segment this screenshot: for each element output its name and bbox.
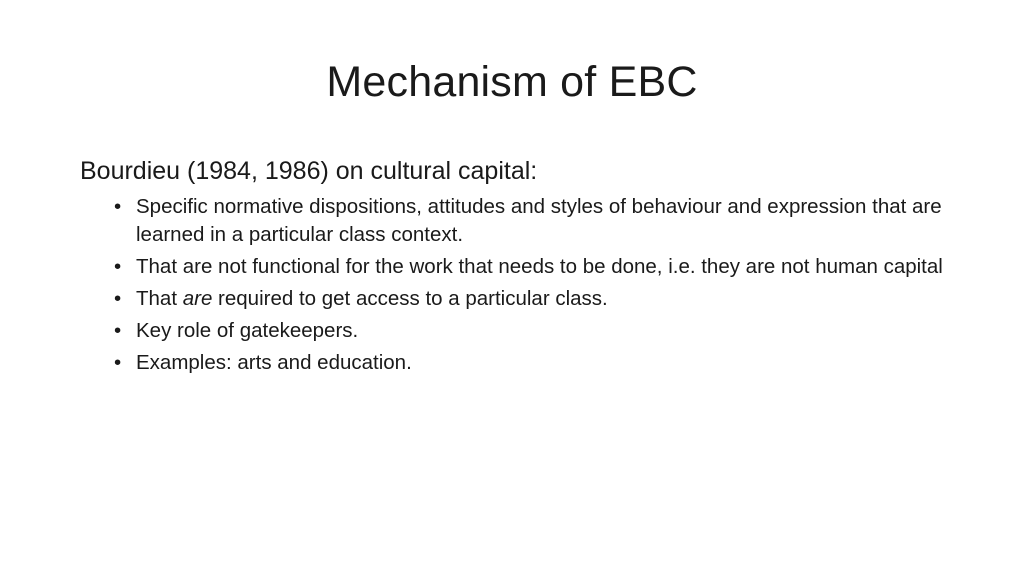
bullet-item [114, 193, 960, 249]
bullet-text: Examples: arts and education. [136, 351, 412, 374]
slide-title: Mechanism of EBC [326, 58, 698, 106]
slide-body [80, 153, 960, 381]
bullet-list [80, 193, 960, 377]
bullet-dot-icon: • [114, 255, 122, 278]
bullet-text-before: That [136, 287, 183, 310]
bullet-item [114, 285, 960, 313]
bullet-item [114, 349, 960, 377]
bullet-dot-icon: • [114, 287, 122, 310]
lead-text: Bourdieu (1984, 1986) on cultural capital: [80, 157, 538, 185]
bullet-text: Key role of gatekeepers. [136, 319, 359, 342]
bullet-text: Specific normative dispositions, attitudes and styles of behaviour and expression that are learned in a particular class context. [136, 195, 942, 246]
bullet-item [114, 317, 960, 345]
bullet-text-after: required to get access to a particular class. [212, 287, 608, 310]
bullet-text-emphasis: are [182, 287, 213, 310]
bullet-item [114, 253, 960, 281]
bullet-dot-icon: • [114, 319, 122, 342]
bullet-text: That are not functional for the work that needs to be done, i.e. they are not human capital [136, 255, 943, 278]
bullet-dot-icon: • [114, 195, 122, 218]
bullet-dot-icon: • [114, 351, 122, 374]
